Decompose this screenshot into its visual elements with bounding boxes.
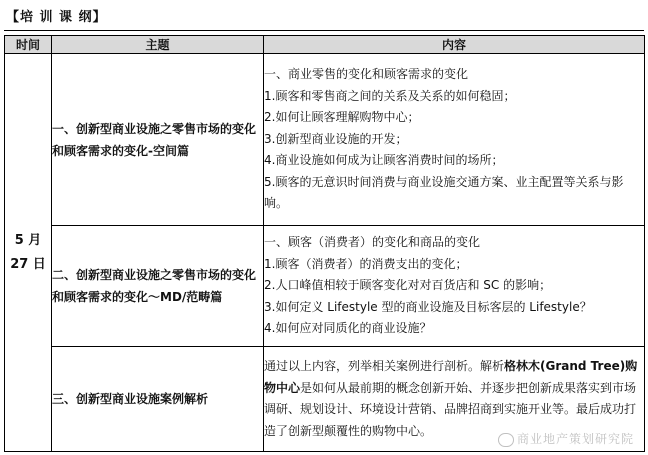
table-header-row: [5, 36, 645, 54]
header-content: 内容: [264, 36, 645, 54]
content-line: 5.顾客的无意识时间消费与商业设施交通方案、业主配置等关系与影响。: [264, 174, 624, 211]
section-title: 【培 训 课 纲】: [6, 10, 107, 25]
content-line: 1.顾客（消费者）的消费支出的变化；: [264, 256, 468, 271]
table-row: [5, 226, 645, 347]
content-text: 通过以上内容，列举相关案例进行剖析。解析: [264, 359, 505, 373]
content-line: 3.创新型商业设施的开发；: [264, 131, 408, 146]
content-line: 3.如何定义 Lifestyle 型的商业设施及目标客层的 Lifestyle？: [264, 299, 592, 314]
watermark: [498, 430, 634, 447]
table-row: [5, 54, 645, 226]
watermark-text: 商业地产策划研究院: [516, 432, 634, 446]
date-day: 27 日: [10, 256, 46, 272]
content-line: 1.顾客和零售商之间的关系及关系的如何稳固；: [264, 88, 516, 103]
content-text: 是如何从最前期的概念创新开始、并逐步把创新成果落实到市场调研、规划设计、环境设计营销、品牌招商到实施开业等。最后成功打造了创新型颠覆性的购物中心。: [264, 380, 637, 438]
content-line: 2.人口峰值相较于顾客变化对对百货店和 SC 的影响；: [264, 278, 552, 293]
date-month: 5 月: [14, 232, 42, 248]
topic-cell: 三、创新型商业设施案例解析: [52, 347, 264, 452]
wechat-icon: [498, 433, 514, 447]
section-heading-bar: [4, 0, 644, 31]
content-cell: [264, 226, 645, 347]
header-time: 时间: [5, 36, 52, 54]
content-line: 一、商业零售的变化和顾客需求的变化: [264, 67, 469, 82]
content-line: 4.如何应对同质化的商业设施？: [264, 321, 432, 336]
topic-cell: 二、创新型商业设施之零售市场的变化和顾客需求的变化～MD/范畴篇: [52, 226, 264, 347]
content-line: 一、顾客（消费者）的变化和商品的变化: [264, 235, 481, 250]
topic-cell: 一、创新型商业设施之零售市场的变化和顾客需求的变化-空间篇: [52, 54, 264, 226]
date-cell: [5, 54, 52, 452]
content-line: 2.如何让顾客理解购物中心；: [264, 110, 420, 125]
case-name: 格林木(Grand Tree)购物中心: [264, 359, 638, 395]
syllabus-table: [4, 35, 645, 452]
content-cell: [264, 54, 645, 226]
content-line: 4.商业设施如何成为让顾客消费时间的场所；: [264, 153, 504, 168]
header-topic: 主题: [52, 36, 264, 54]
